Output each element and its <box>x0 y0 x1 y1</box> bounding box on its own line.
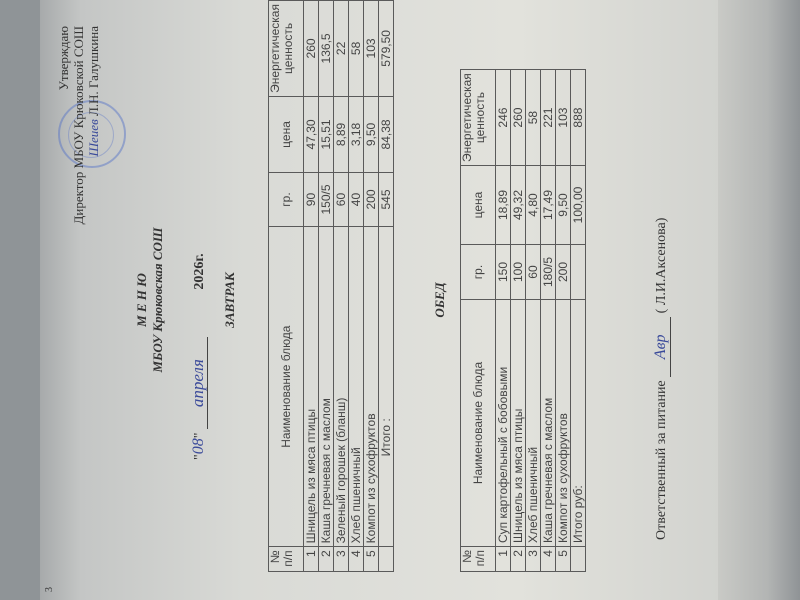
total-row: Итого : 545 84,38 579,50 <box>379 1 394 572</box>
approval-line1: Утверждаю <box>56 26 71 91</box>
school-name: МБОУ Крюковская СОШ <box>150 227 165 373</box>
header-energy: Энергетическая ценность <box>269 1 304 97</box>
approval-line2: Директор МБОУ Крюковской СОШ <box>71 26 86 225</box>
table-header-row <box>461 70 496 572</box>
responsible-line <box>652 218 671 540</box>
date-year: 2026г. <box>192 253 207 290</box>
responsible-label: Ответственный за питание <box>654 380 669 540</box>
table-row: 4 Каша гречневая с маслом 180/5 17,49 221 <box>541 70 556 572</box>
table-row: 2 Шницель из мяса птицы 100 49,32 260 <box>511 70 526 572</box>
header-gr: гр. <box>461 245 496 300</box>
table-row: 3 Хлеб пшеничный 60 4,80 58 <box>526 70 541 572</box>
approval-signature-line <box>86 26 101 157</box>
header-name: Наименование блюда <box>269 226 304 546</box>
header-num: № п/п <box>461 547 496 572</box>
director-signature: Шеиев <box>86 119 101 157</box>
responsible-name: ( Л.И.Аксенова) <box>654 217 669 314</box>
responsible-signature: Авр <box>652 317 671 377</box>
header-price: цена <box>461 166 496 245</box>
header-gr: гр. <box>269 173 304 227</box>
table-row: 5 Компот из сухофруктов 200 9,50 103 <box>364 1 379 572</box>
breakfast-heading: ЗАВТРАК <box>222 272 237 328</box>
date-month: апреля <box>188 337 208 429</box>
menu-title: М Е Н Ю <box>134 273 149 327</box>
table-row: 5 Компот из сухофруктов 200 9,50 103 <box>556 70 571 572</box>
table-row: 1 Шницель из мяса птицы 90 47,30 260 <box>304 1 319 572</box>
director-name: Л.Н. Галушкина <box>86 26 101 117</box>
header-num: № п/п <box>269 547 304 572</box>
table-row: 4 Хлеб пшеничный 40 3,18 58 <box>349 1 364 572</box>
lunch-heading: ОБЕД <box>432 282 447 318</box>
header-price: цена <box>269 96 304 172</box>
table-row: 3 Зеленый горошек (бланш) 60 8,89 22 <box>334 1 349 572</box>
table-header-row <box>269 1 304 572</box>
table-row: 2 Каша гречневая с маслом 150/5 15,51 136,5 <box>319 1 334 572</box>
breakfast-table <box>268 0 394 572</box>
lunch-table <box>460 69 586 572</box>
date-day: 08 <box>190 438 207 455</box>
table-row: 1 Суп картофельный с бобовыми 150 18,89 246 <box>496 70 511 572</box>
total-row: Итого руб: 100,00 888 <box>571 70 586 572</box>
page-number: 3 <box>44 587 55 592</box>
menu-document <box>40 0 760 600</box>
menu-date: "08" апреля 2026г. <box>188 253 207 460</box>
header-name: Наименование блюда <box>461 300 496 547</box>
header-energy: Энергетическая ценность <box>461 70 496 166</box>
